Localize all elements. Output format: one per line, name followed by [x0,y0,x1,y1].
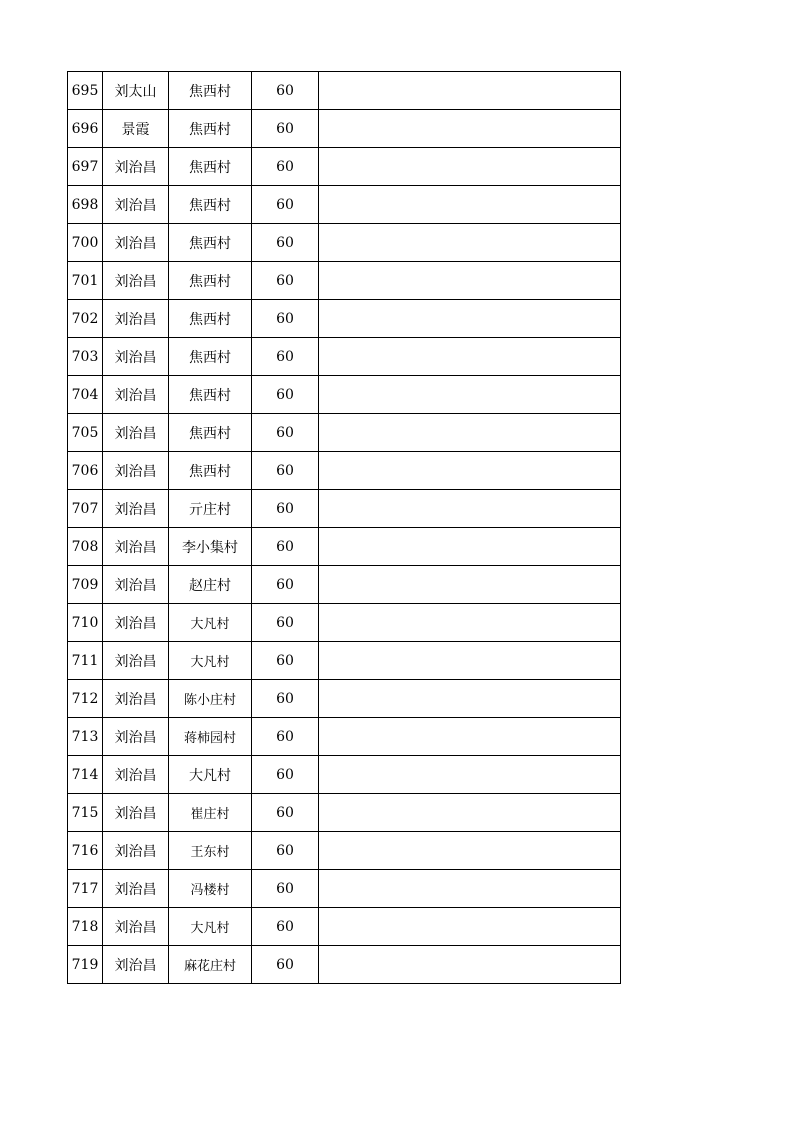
amount-cell: 60 [252,72,319,110]
note-cell [319,452,621,490]
village-cell: 崔庄村 [169,794,252,832]
name-cell: 刘治昌 [103,300,169,338]
amount-cell: 60 [252,528,319,566]
village-cell: 大凡村 [169,642,252,680]
table-row [68,642,621,680]
note-cell [319,946,621,984]
data-table [67,71,621,984]
table-row [68,300,621,338]
amount-cell: 60 [252,186,319,224]
note-cell [319,186,621,224]
name-cell: 刘治昌 [103,946,169,984]
name-cell: 刘治昌 [103,262,169,300]
village-cell: 蒋柿园村 [169,718,252,756]
row-number-cell: 697 [68,148,103,186]
name-cell: 刘治昌 [103,414,169,452]
name-cell: 刘治昌 [103,718,169,756]
village-cell: 焦西村 [169,452,252,490]
row-number-cell: 702 [68,300,103,338]
note-cell [319,300,621,338]
name-cell: 刘治昌 [103,376,169,414]
amount-cell: 60 [252,908,319,946]
table-row [68,946,621,984]
row-number-cell: 712 [68,680,103,718]
note-cell [319,338,621,376]
row-number-cell: 717 [68,870,103,908]
name-cell: 刘治昌 [103,756,169,794]
table-row [68,604,621,642]
village-cell: 焦西村 [169,414,252,452]
name-cell: 刘治昌 [103,186,169,224]
table-row [68,414,621,452]
table-row [68,756,621,794]
village-cell: 冯楼村 [169,870,252,908]
note-cell [319,718,621,756]
amount-cell: 60 [252,224,319,262]
amount-cell: 60 [252,566,319,604]
row-number-cell: 698 [68,186,103,224]
note-cell [319,376,621,414]
note-cell [319,680,621,718]
amount-cell: 60 [252,376,319,414]
village-cell: 焦西村 [169,224,252,262]
row-number-cell: 701 [68,262,103,300]
table-row [68,376,621,414]
name-cell: 刘治昌 [103,642,169,680]
name-cell: 刘太山 [103,72,169,110]
name-cell: 刘治昌 [103,452,169,490]
village-cell: 赵庄村 [169,566,252,604]
village-cell: 焦西村 [169,72,252,110]
row-number-cell: 713 [68,718,103,756]
note-cell [319,832,621,870]
amount-cell: 60 [252,756,319,794]
name-cell: 刘治昌 [103,528,169,566]
note-cell [319,566,621,604]
row-number-cell: 703 [68,338,103,376]
name-cell: 刘治昌 [103,148,169,186]
note-cell [319,642,621,680]
village-cell: 大凡村 [169,604,252,642]
table-row [68,224,621,262]
row-number-cell: 711 [68,642,103,680]
amount-cell: 60 [252,414,319,452]
row-number-cell: 706 [68,452,103,490]
name-cell: 刘治昌 [103,794,169,832]
name-cell: 刘治昌 [103,490,169,528]
amount-cell: 60 [252,262,319,300]
table-row [68,452,621,490]
village-cell: 焦西村 [169,262,252,300]
village-cell: 焦西村 [169,338,252,376]
row-number-cell: 718 [68,908,103,946]
row-number-cell: 714 [68,756,103,794]
name-cell: 刘治昌 [103,566,169,604]
row-number-cell: 696 [68,110,103,148]
note-cell [319,794,621,832]
row-number-cell: 700 [68,224,103,262]
amount-cell: 60 [252,718,319,756]
name-cell: 刘治昌 [103,680,169,718]
note-cell [319,414,621,452]
village-cell: 焦西村 [169,376,252,414]
row-number-cell: 704 [68,376,103,414]
amount-cell: 60 [252,832,319,870]
row-number-cell: 710 [68,604,103,642]
row-number-cell: 715 [68,794,103,832]
amount-cell: 60 [252,148,319,186]
name-cell: 刘治昌 [103,224,169,262]
note-cell [319,756,621,794]
row-number-cell: 716 [68,832,103,870]
table-row [68,832,621,870]
row-number-cell: 708 [68,528,103,566]
table-row [68,110,621,148]
table-row [68,72,621,110]
village-cell: 陈小庄村 [169,680,252,718]
table-row [68,186,621,224]
village-cell: 麻花庄村 [169,946,252,984]
note-cell [319,148,621,186]
amount-cell: 60 [252,604,319,642]
village-cell: 亓庄村 [169,490,252,528]
table-row [68,148,621,186]
amount-cell: 60 [252,946,319,984]
row-number-cell: 719 [68,946,103,984]
amount-cell: 60 [252,110,319,148]
name-cell: 刘治昌 [103,338,169,376]
note-cell [319,908,621,946]
amount-cell: 60 [252,794,319,832]
table-row [68,490,621,528]
note-cell [319,528,621,566]
amount-cell: 60 [252,642,319,680]
name-cell: 刘治昌 [103,604,169,642]
table-row [68,718,621,756]
amount-cell: 60 [252,870,319,908]
table-row [68,680,621,718]
table-row [68,338,621,376]
amount-cell: 60 [252,300,319,338]
village-cell: 焦西村 [169,110,252,148]
village-cell: 大凡村 [169,756,252,794]
table-row [68,794,621,832]
note-cell [319,490,621,528]
row-number-cell: 709 [68,566,103,604]
note-cell [319,72,621,110]
village-cell: 大凡村 [169,908,252,946]
name-cell: 刘治昌 [103,832,169,870]
row-number-cell: 695 [68,72,103,110]
table-row [68,262,621,300]
table-row [68,870,621,908]
amount-cell: 60 [252,338,319,376]
table-body [68,72,621,984]
amount-cell: 60 [252,490,319,528]
note-cell [319,110,621,148]
table-row [68,528,621,566]
table-row [68,566,621,604]
amount-cell: 60 [252,680,319,718]
village-cell: 王东村 [169,832,252,870]
row-number-cell: 705 [68,414,103,452]
note-cell [319,604,621,642]
amount-cell: 60 [252,452,319,490]
village-cell: 焦西村 [169,186,252,224]
note-cell [319,870,621,908]
name-cell: 刘治昌 [103,908,169,946]
village-cell: 焦西村 [169,148,252,186]
village-cell: 李小集村 [169,528,252,566]
note-cell [319,224,621,262]
village-cell: 焦西村 [169,300,252,338]
row-number-cell: 707 [68,490,103,528]
table-row [68,908,621,946]
name-cell: 刘治昌 [103,870,169,908]
name-cell: 景霞 [103,110,169,148]
note-cell [319,262,621,300]
